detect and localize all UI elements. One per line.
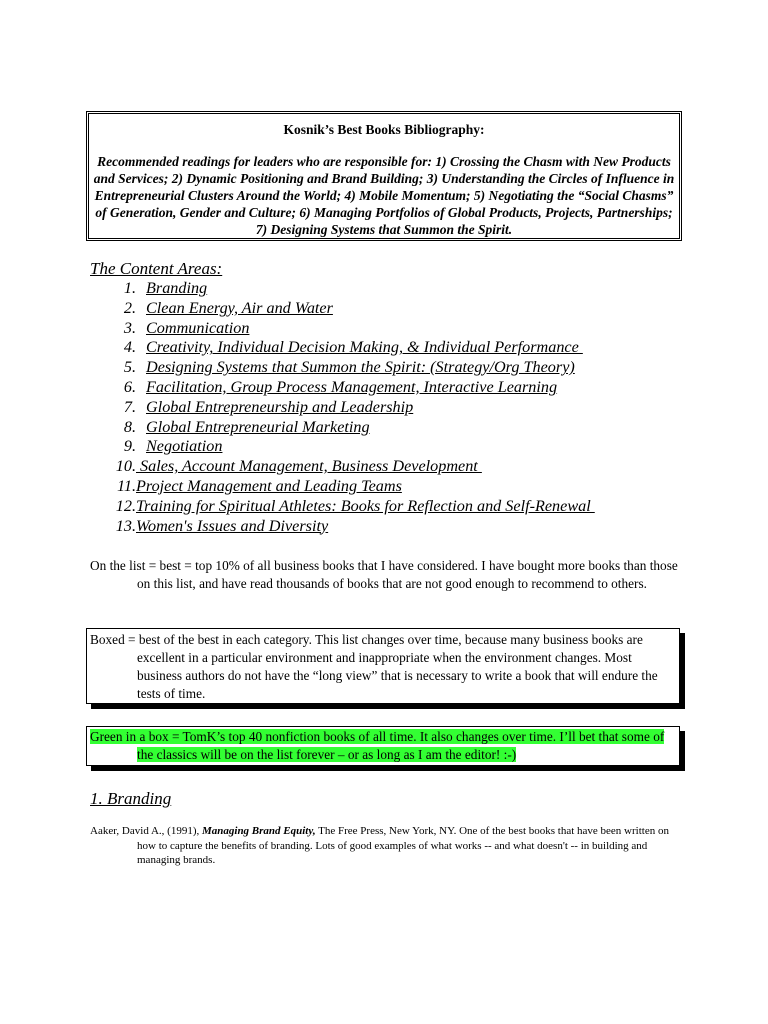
content-area-number: 11. xyxy=(116,476,136,495)
content-area-number: 7. xyxy=(123,397,136,416)
content-area-item xyxy=(90,477,595,497)
content-area-number: 9. xyxy=(123,437,136,456)
content-area-number: 2. xyxy=(123,298,136,317)
content-area-number: 4. xyxy=(123,338,136,357)
boxed-note-text: Boxed = best of the best in each category. This list changes over time, because many business books are excellent in a particular environment and inappropriate when the environment changes. Most business authors do not have the “long view” that is necessary to write a book that will endure the tests of time. xyxy=(90,632,658,701)
content-area-link[interactable]: Global Entrepreneurial Marketing xyxy=(146,417,370,436)
content-area-link[interactable]: Creativity, Individual Decision Making, & Individual Performance xyxy=(146,338,583,357)
content-area-item xyxy=(90,319,595,339)
content-area-link[interactable]: Negotiation xyxy=(146,437,223,456)
content-area-item xyxy=(90,497,595,517)
content-area-link[interactable]: Clean Energy, Air and Water xyxy=(146,298,333,317)
content-area-link[interactable]: Project Management and Leading Teams xyxy=(136,476,402,495)
content-area-link[interactable]: Branding xyxy=(146,279,208,297)
content-area-item xyxy=(90,338,595,358)
on-the-list-paragraph xyxy=(90,557,680,593)
content-area-number: 8. xyxy=(123,417,136,436)
bibliography-title: Kosnik’s Best Books Bibliography: xyxy=(283,122,485,137)
content-area-link[interactable]: Designing Systems that Summon the Spirit: (Strategy/Org Theory) xyxy=(146,358,575,377)
content-area-number: 10. xyxy=(115,457,136,476)
green-note-box xyxy=(86,726,680,766)
content-area-item xyxy=(90,279,595,299)
content-area-number: 3. xyxy=(123,318,136,337)
content-area-item xyxy=(90,517,595,537)
bibliography-entry xyxy=(90,824,690,868)
content-area-item xyxy=(90,299,595,319)
title-box xyxy=(86,111,682,241)
content-area-number: 5. xyxy=(123,358,136,377)
content-area-number: 1. xyxy=(123,279,136,297)
green-note-text: Green in a box = TomK’s top 40 nonfiction books of all time. It also changes over time. I’ll bet that some of the classics will be on the list forever – or as long as I am the editor! :-) xyxy=(90,729,665,762)
content-area-link[interactable]: Training for Spiritual Athletes: Books for Reflection and Self-Renewal xyxy=(136,496,595,515)
content-area-item xyxy=(90,358,595,378)
content-area-item xyxy=(90,418,595,438)
content-area-link[interactable]: Facilitation, Group Process Management, Interactive Learning xyxy=(146,377,558,396)
entry-title: Managing Brand Equity, xyxy=(201,825,316,837)
content-area-item xyxy=(90,378,595,398)
content-area-link[interactable]: Global Entrepreneurship and Leadership xyxy=(146,397,414,416)
content-area-link[interactable]: Communication xyxy=(146,318,250,337)
content-area-link[interactable]: Women's Issues and Diversity xyxy=(136,516,329,535)
entry-author: Aaker, David A., (1991), xyxy=(90,825,202,837)
recommendation-text: Recommended readings for leaders who are responsible for: 1) Crossing the Chasm with New Products and Services; 2) Dynamic Positioning and Brand Building; 3) Understanding the Circles of Influence in Entrepreneurial Clusters Around the World; 4) Mobile Momentum; 5) Negotiating the “Social Chasms” of Generation, Gender and Culture; 6) Managing Portfolios of Global Products, Projects, Partnerships; 7) Designing Systems that Summon the Spirit. xyxy=(93,154,675,237)
content-area-number: 13. xyxy=(115,516,136,535)
content-area-item xyxy=(90,457,595,477)
entry-description: The Free Press, New York, NY. One of the best books that have been written on how to capture the benefits of branding. Lots of good examples of what works -- and what doesn't -- in building and managing brands. xyxy=(137,825,669,866)
content-area-number: 12. xyxy=(115,496,136,515)
content-area-item xyxy=(90,437,595,457)
section-branding-heading: 1. Branding xyxy=(90,789,172,808)
content-area-number: 6. xyxy=(123,377,136,396)
content-area-item xyxy=(90,398,595,418)
content-areas-list xyxy=(90,279,595,536)
on-the-list-text: On the list = best = top 10% of all business books that I have considered. I have bought more books than those on this list, and have read thousands of books that are not good enough to recommend to others. xyxy=(90,558,678,591)
content-areas-heading: The Content Areas: xyxy=(90,259,223,278)
boxed-note-box xyxy=(86,628,680,704)
content-area-link[interactable]: Sales, Account Management, Business Development xyxy=(136,457,482,476)
